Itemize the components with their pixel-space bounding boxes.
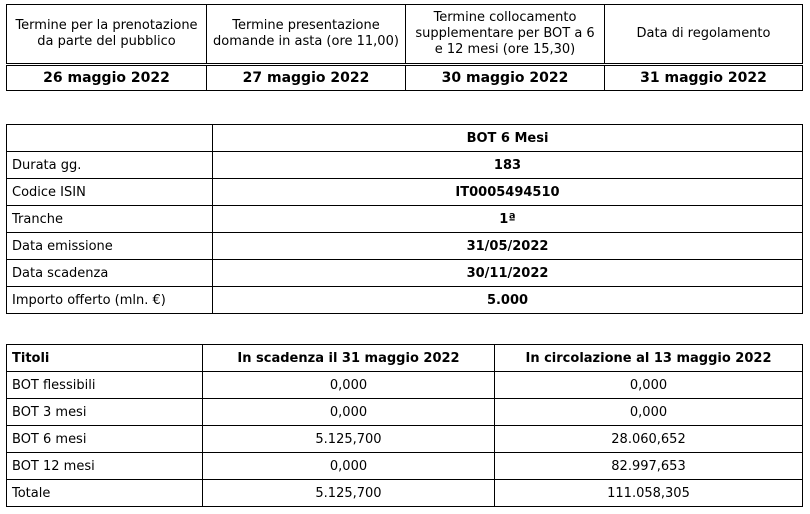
header-outstanding: In circolazione al 13 maggio 2022 — [495, 345, 803, 372]
row-value: 30/11/2022 — [213, 260, 803, 287]
expiring-cell: 5.125,700 — [203, 480, 495, 507]
empty-header-cell — [7, 125, 213, 152]
outstanding-cell: 0,000 — [495, 399, 803, 426]
table-row — [7, 480, 803, 507]
row-value: 5.000 — [213, 287, 803, 314]
row-value: 31/05/2022 — [213, 233, 803, 260]
header-titles: Titoli — [7, 345, 203, 372]
outstanding-cell: 28.060,652 — [495, 426, 803, 453]
row-label: Durata gg. — [7, 152, 213, 179]
table-row — [7, 233, 803, 260]
title-cell: BOT 6 mesi — [7, 426, 203, 453]
booking-deadline-value: 26 maggio 2022 — [7, 65, 207, 91]
titles-table — [6, 344, 803, 507]
row-label: Importo offerto (mln. €) — [7, 287, 213, 314]
table-row — [7, 206, 803, 233]
settlement-date-value: 31 maggio 2022 — [605, 65, 803, 91]
header-settlement-date: Data di regolamento — [605, 5, 803, 65]
table-row — [7, 179, 803, 206]
dates-value-row — [7, 65, 803, 91]
header-supplementary-deadline: Termine collocamento supplementare per BOT a 6 e 12 mesi (ore 15,30) — [406, 5, 605, 65]
expiring-cell: 0,000 — [203, 372, 495, 399]
table-row — [7, 152, 803, 179]
bot-column-header: BOT 6 Mesi — [213, 125, 803, 152]
header-booking-deadline: Termine per la prenotazione da parte del pubblico — [7, 5, 207, 65]
table-row — [7, 260, 803, 287]
supplementary-deadline-value: 30 maggio 2022 — [406, 65, 605, 91]
table-row — [7, 125, 803, 152]
title-cell: BOT flessibili — [7, 372, 203, 399]
title-cell: BOT 12 mesi — [7, 453, 203, 480]
row-label: Data scadenza — [7, 260, 213, 287]
row-label: Data emissione — [7, 233, 213, 260]
header-auction-deadline: Termine presentazione domande in asta (ore 11,00) — [207, 5, 406, 65]
bot-details-table — [6, 124, 803, 314]
row-label: Tranche — [7, 206, 213, 233]
title-cell: BOT 3 mesi — [7, 399, 203, 426]
table-row — [7, 453, 803, 480]
expiring-cell: 0,000 — [203, 399, 495, 426]
row-value: 1ª — [213, 206, 803, 233]
outstanding-cell: 82.997,653 — [495, 453, 803, 480]
expiring-cell: 0,000 — [203, 453, 495, 480]
outstanding-cell: 111.058,305 — [495, 480, 803, 507]
header-expiring: In scadenza il 31 maggio 2022 — [203, 345, 495, 372]
row-value: 183 — [213, 152, 803, 179]
table-row — [7, 372, 803, 399]
row-label: Codice ISIN — [7, 179, 213, 206]
row-value: IT0005494510 — [213, 179, 803, 206]
auction-deadline-value: 27 maggio 2022 — [207, 65, 406, 91]
outstanding-cell: 0,000 — [495, 372, 803, 399]
table-row — [7, 287, 803, 314]
title-cell: Totale — [7, 480, 203, 507]
expiring-cell: 5.125,700 — [203, 426, 495, 453]
dates-table — [6, 4, 803, 91]
dates-header-row — [7, 5, 803, 65]
titles-header-row — [7, 345, 803, 372]
table-row — [7, 426, 803, 453]
table-row — [7, 399, 803, 426]
